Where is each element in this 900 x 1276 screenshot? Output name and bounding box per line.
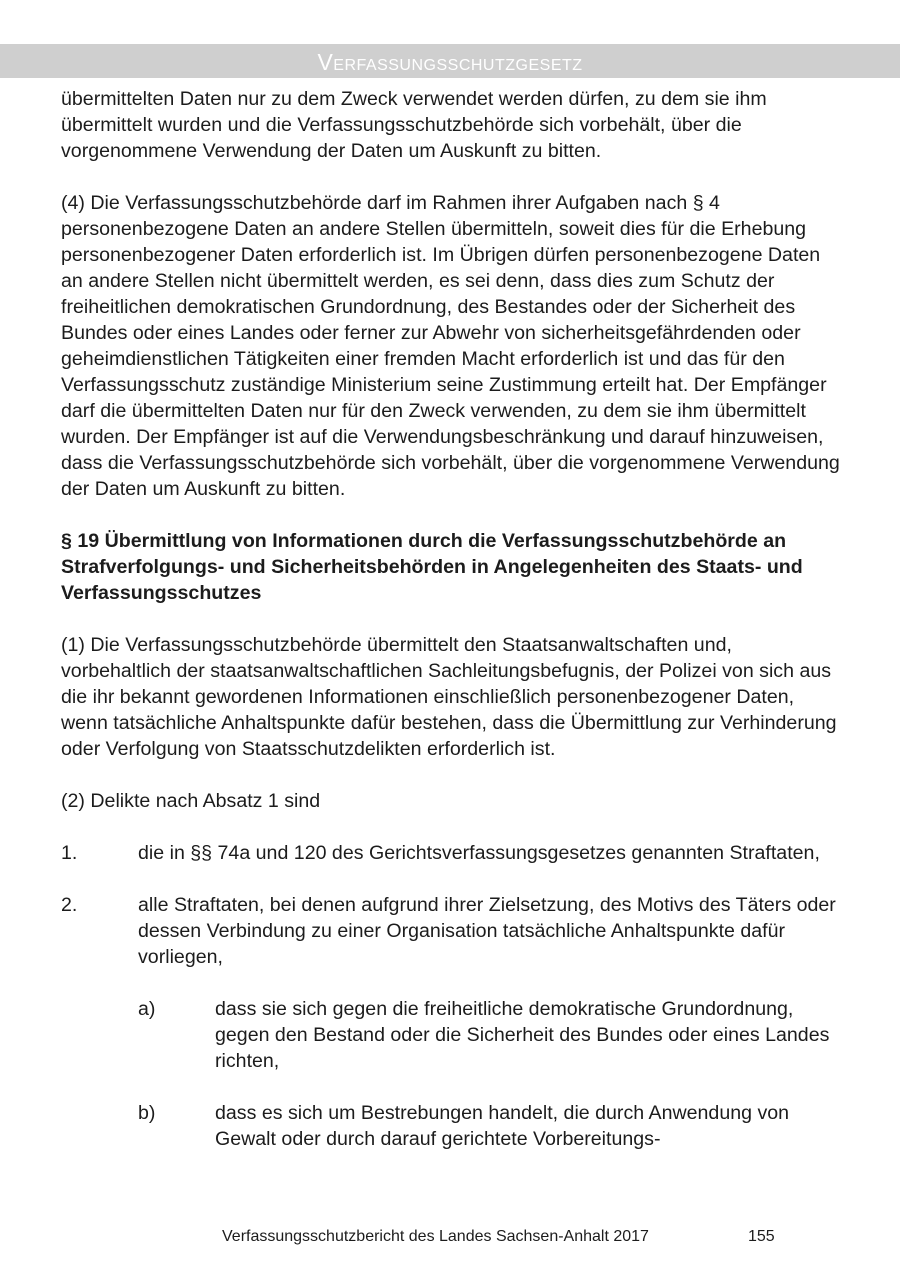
list-item-text: alle Straftaten, bei denen aufgrund ihrer Zielsetzung, des Motivs des Täters oder dessen Verbindung zu einer Organisation tatsächliche Anhaltspunkte dafür vorliegen, — [138, 894, 836, 968]
sub-list-item-letter: a) — [138, 998, 156, 1020]
page-number: 155 — [748, 1228, 775, 1245]
sub-list-item-letter: b) — [138, 1102, 156, 1124]
sub-list-item — [61, 996, 841, 1074]
sub-list-item-text: dass sie sich gegen die freiheitliche demokratische Grundordnung, gegen den Bestand oder die Sicherheit des Bundes oder eines Landes richten, — [215, 998, 830, 1072]
list-item — [61, 892, 841, 970]
paragraph-4: (4) Die Verfassungsschutzbehörde darf im Rahmen ihrer Aufgaben nach § 4 personenbezogene Daten an andere Stellen übermitteln, soweit dies für die Erhebung personenbezogener Daten erforderlich ist. Im Übrigen dürfen personenbezogene Daten an andere Stellen nicht übermittelt werden, es sei denn, dass dies zum Schutz der freiheitlichen demokratischen Grundordnung, des Bestandes oder der Sicherheit des Bundes oder eines Landes oder ferner zur Abwehr von sicherheitsgefährdenden oder geheimdienstlichen Tätigkeiten einer fremden Macht erforderlich ist und das für den Verfassungsschutz zuständige Ministerium seine Zustimmung erteilt hat. Der Empfänger darf die übermittelten Daten nur für den Zweck verwenden, zu dem sie ihm übermittelt wurden. Der Empfänger ist auf die Verwendungsbeschränkung und darauf hinzuweisen, dass die Verfassungsschutzbehörde sich vorbehält, über die vorgenommene Verwendung der Daten um Auskunft zu bitten. — [61, 192, 840, 500]
footer-report-title: Verfassungsschutzbericht des Landes Sachsen-Anhalt 2017 — [222, 1228, 649, 1245]
list-item-number: 2. — [61, 894, 78, 916]
page-content — [61, 86, 841, 1152]
list-item — [61, 840, 841, 866]
paragraph-continued: übermittelten Daten nur zu dem Zweck verwendet werden dürfen, zu dem sie ihm übermittelt wurden und die Verfassungsschutzbehörde sich vorbehält, über die vorgenommene Verwendung der Daten um Auskunft zu bitten. — [61, 88, 767, 162]
section-heading: § 19 Übermittlung von Informationen durch die Verfassungsschutzbehörde an Strafverfolgungs- und Sicherheitsbehörden in Angelegenheiten des Staats- und Verfassungsschutzes — [61, 530, 803, 604]
running-header-title: Verfassungsschutzgesetz — [317, 49, 583, 75]
sub-list-item — [61, 1100, 841, 1152]
sub-list-item-text: dass es sich um Bestrebungen handelt, die durch Anwendung von Gewalt oder durch darauf gerichtete Vorbereitungs- — [215, 1102, 790, 1150]
paragraph-1: (1) Die Verfassungsschutzbehörde übermittelt den Staatsanwaltschaften und, vorbehaltlich der staatsanwaltschaftlichen Sachleitungsbefugnis, der Polizei von sich aus die ihr bekannt gewordenen Informationen einschließlich personenbezogener Daten, wenn tatsächliche Anhaltspunkte dafür bestehen, dass die Übermittlung zur Verhinderung oder Verfolgung von Staatsschutzdelikten erforderlich ist. — [61, 634, 837, 760]
list-item-text: die in §§ 74a und 120 des Gerichtsverfassungsgesetzes genannten Straftaten, — [138, 842, 820, 864]
list-item-number: 1. — [61, 842, 78, 864]
paragraph-2: (2) Delikte nach Absatz 1 sind — [61, 790, 321, 812]
